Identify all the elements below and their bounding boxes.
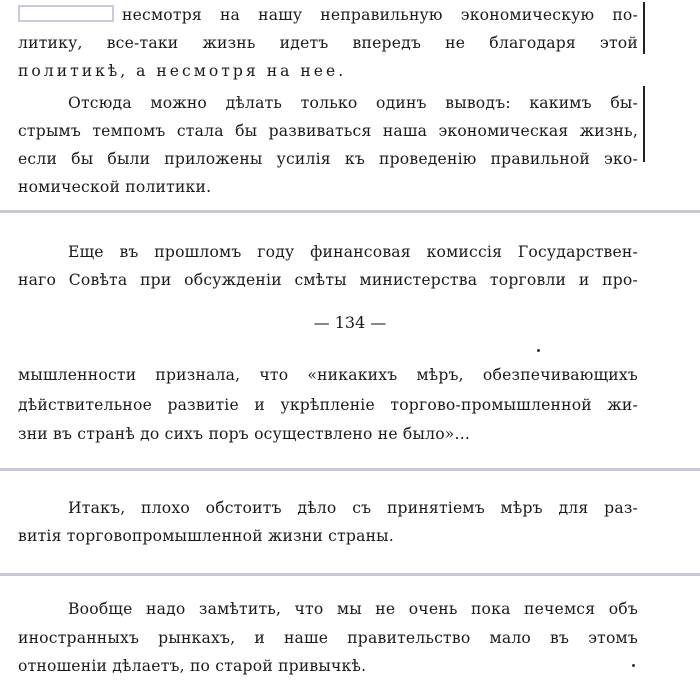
text-line: если бы были приложены усилія къ проведенію правильной эко-: [18, 150, 638, 168]
text-line: Еще въ прошломъ году финансовая комиссія Государствен-: [68, 243, 638, 261]
ink-speck: [632, 664, 635, 667]
margin-bracket-mark: [643, 2, 645, 54]
section-divider: [0, 210, 700, 213]
text-line: Отсюда можно дѣлать только одинъ выводъ: какимъ бы-: [68, 94, 638, 112]
text-line: Итакъ, плохо обстоитъ дѣло съ принятіемъ мѣръ для раз-: [68, 499, 638, 517]
text-line: витія торговопромышленной жизни страны.: [18, 527, 394, 545]
text-line: мышленности признала, что «никакихъ мѣръ, обезпечивающихъ: [18, 366, 638, 384]
text-line: Вообще надо замѣтить, что мы не очень пока печемся объ: [68, 600, 638, 618]
text-line: отношеніи дѣлаетъ, по старой привычкѣ.: [18, 657, 367, 675]
text-line: несмотря на нашу неправильную экономическую по-: [122, 6, 638, 24]
margin-bracket-mark: [643, 86, 645, 162]
text-line: литику, все-таки жизнь идетъ впередъ не благодаря этой: [18, 34, 638, 52]
text-line: иностранныхъ рынкахъ, и наше правительство мало въ этомъ: [18, 629, 638, 647]
page-number: — 134 —: [313, 313, 387, 332]
text-line: номической политики.: [18, 178, 212, 196]
section-divider: [0, 468, 700, 471]
text-line: политикѣ, а несмотря на нее.: [18, 62, 347, 80]
text-line: наго Совѣта при обсужденіи смѣты министерства торговли и про-: [18, 271, 638, 289]
text-line: зни въ странѣ до сихъ поръ осуществлено не было»...: [18, 425, 471, 443]
text-line: стрымъ темпомъ стала бы развиваться наша экономическая жизнь,: [18, 122, 638, 140]
section-divider: [0, 573, 700, 576]
text-highlight-box[interactable]: [18, 5, 114, 22]
ink-speck: [537, 349, 540, 352]
text-line: дѣйствительное развитіе и укрѣпленіе торгово-промышленной жи-: [18, 396, 638, 414]
